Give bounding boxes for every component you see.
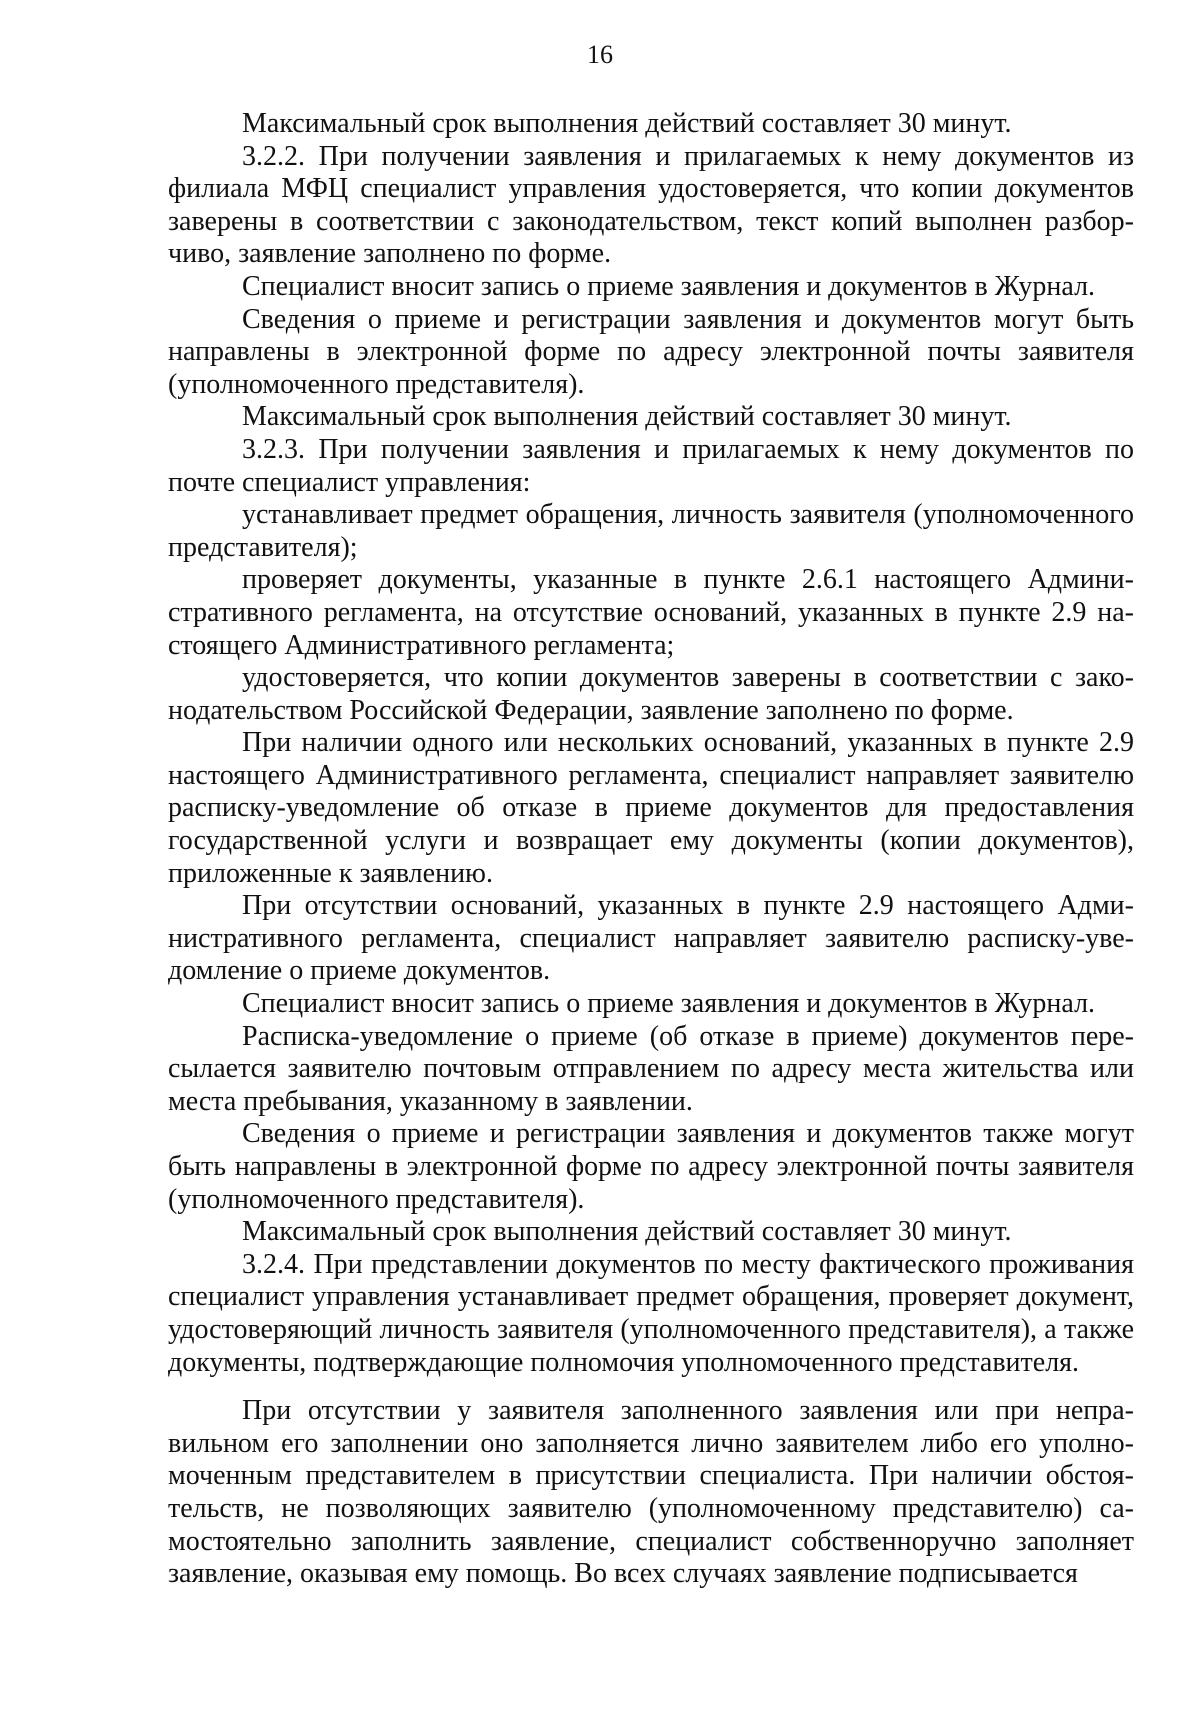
paragraph: устанавливает предмет обращения, личность заявителя (уполномоченного представителя); bbox=[168, 499, 1134, 563]
paragraph: Максимальный срок выполнения действий составляет 30 минут. bbox=[242, 1216, 1012, 1248]
paragraph: проверяет документы, указанные в пункте 2.6.1 настоящего Административного регламента, на отсутствие оснований, указанных в пункте 2.9 настоящего Административного регламента; bbox=[168, 564, 1134, 661]
paragraph: При отсутствии у заявителя заполненного заявления или при неправильном его заполнении оно заполняется лично заявителем либо его уполномоченным представителем в присутствии специалиста. При наличии обстоятельств, не позволяющих заявителю (уполномоченному представителю) самостоятельно заполнить заявление, специалист собственноручно заполняет заявление, оказывая ему помощь. Во всех случаях заявление подписывается bbox=[168, 1395, 1134, 1590]
paragraph: Расписка-уведомление о приеме (об отказе в приеме) документов пересылается заявителю почтовым отправлением по адресу места жительства или места пребывания, указанному в заявлении. bbox=[168, 1020, 1134, 1117]
paragraph: При наличии одного или нескольких оснований, указанных в пункте 2.9 настоящего Административного регламента, специалист направляет заявителю расписку-уведомление об отказе в приеме документов для предоставления государственной услуги и возвращает ему документы (копии документов), приложенные к заявлению. bbox=[168, 727, 1134, 889]
paragraph: 3.2.2. При получении заявления и прилагаемых к нему документов из филиала МФЦ специалист управления удостоверяется, что копии документов заверены в соответствии с законодательством, текст копий выполнен разборчиво, заявление заполнено по форме. bbox=[168, 140, 1134, 270]
paragraph: удостоверяется, что копии документов заверены в соответствии с законодательством Российской Федерации, заявление заполнено по форме. bbox=[168, 662, 1134, 726]
paragraph: 3.2.4. При представлении документов по месту фактического проживания специалист управления устанавливает предмет обращения, проверяет документ, удостоверяющий личность заявителя (уполномоченного представителя), а также документы, подтверждающие полномочия уполномоченного представителя. bbox=[168, 1248, 1134, 1378]
paragraph: Сведения о приеме и регистрации заявления и документов могут быть направлены в электронной форме по адресу электронной почты заявителя (уполномоченного представителя). bbox=[168, 303, 1134, 400]
document-body bbox=[168, 108, 1134, 1591]
paragraph: Максимальный срок выполнения действий составляет 30 минут. bbox=[242, 108, 1012, 139]
paragraph: 3.2.3. При получении заявления и прилагаемых к нему документов по почте специалист управления: bbox=[168, 433, 1134, 498]
paragraph: Максимальный срок выполнения действий составляет 30 минут. bbox=[242, 401, 1012, 433]
paragraph: При отсутствии оснований, указанных в пункте 2.9 настоящего Административного регламента, специалист направляет заявителю расписку-уведомление о приеме документов. bbox=[168, 890, 1134, 987]
paragraph: Сведения о приеме и регистрации заявления и документов также могут быть направлены в электронной форме по адресу электронной почты заявителя (уполномоченного представителя). bbox=[168, 1118, 1134, 1215]
page-number: 16 bbox=[587, 40, 613, 69]
paragraph: Специалист вносит запись о приеме заявления и документов в Журнал. bbox=[242, 270, 1096, 302]
paragraph: Специалист вносит запись о приеме заявления и документов в Журнал. bbox=[242, 988, 1096, 1020]
